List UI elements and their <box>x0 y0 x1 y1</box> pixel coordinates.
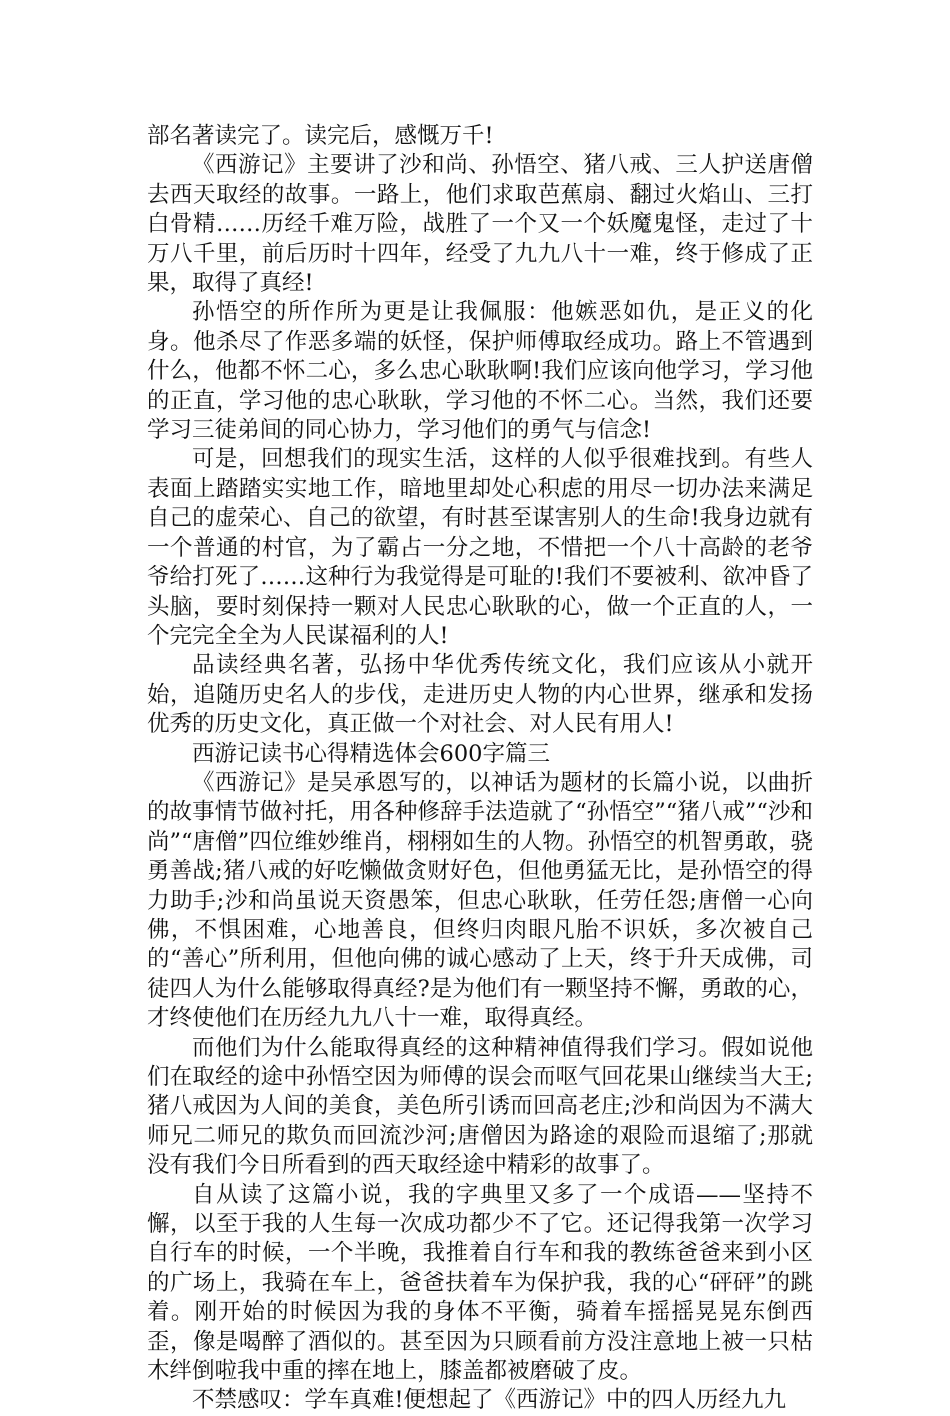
paragraph-3: 孙悟空的所作所为更是让我佩服：他嫉恶如仇，是正义的化身。他杀尽了作恶多端的妖怪，保护师傅取经成功。路上不管遇到什么，他都不怀二心，多么忠心耿耿啊!我们应该向他学习，学习他的正直，学习他的忠心耿耿，学习他的不怀二心。当然，我们还要学习三徒弟间的同心协力，学习他们的勇气与信念! <box>147 299 813 444</box>
section-heading: 西游记读书心得精选体会600字篇三 <box>192 740 550 767</box>
paragraph-7: 而他们为什么能取得真经的这种精神值得我们学习。假如说他们在取经的途中孙悟空因为师傅的误会而呕气回花果山继续当大王;猪八戒因为人间的美食，美色所引诱而回高老庄;沙和尚因为不满大师兄二师兄的欺负而回流沙河;唐僧因为路途的艰险而退缩了;那就没有我们今日所看到的西天取经途中精彩的故事了。 <box>147 1034 813 1179</box>
paragraph-6: 《西游记》是吴承恩写的，以神话为题材的长篇小说，以曲折的故事情节做衬托，用各种修辞手法造就了“孙悟空”“猪八戒”“沙和尚”“唐僧”四位维妙维肖，栩栩如生的人物。孙悟空的机智勇敢，骁勇善战;猪八戒的好吃懒做贪财好色，但他勇猛无比，是孙悟空的得力助手;沙和尚虽说天资愚笨，但忠心耿耿，任劳任怨;唐僧一心向佛，不惧困难，心地善良，但终归肉眼凡胎不识妖，多次被自己的“善心”所利用，但他向佛的诚心感动了上天，终于升天成佛，司徒四人为什么能够取得真经?是为他们有一颗坚持不懈，勇敢的心，才终使他们在历经九九八十一难，取得真经。 <box>147 769 813 1032</box>
paragraph-2: 《西游记》主要讲了沙和尚、孙悟空、猪八戒、三人护送唐僧去西天取经的故事。一路上，他们求取芭蕉扇、翻过火焰山、三打白骨精……历经千难万险，战胜了一个又一个妖魔鬼怪，走过了十万八千里，前后历时十四年，经受了九九八十一难，终于修成了正果，取得了真经! <box>147 152 813 297</box>
paragraph-8: 自从读了这篇小说，我的字典里又多了一个成语——坚持不懈，以至于我的人生每一次成功都少不了它。还记得我第一次学习自行车的时候，一个半晚，我推着自行车和我的教练爸爸来到小区的广场上，我骑在车上，爸爸扶着车为保护我，我的心“砰砰”的跳着。刚开始的时候因为我的身体不平衡，骑着车摇摇晃晃东倒西歪，像是喝醉了酒似的。甚至因为只顾看前方没注意地上被一只枯木绊倒啦我中重的摔在地上，膝盖都被磨破了皮。 <box>147 1181 813 1385</box>
paragraph-1: 部名著读完了。读完后，感慨万千! <box>147 123 494 149</box>
paragraph-4: 可是，回想我们的现实生活，这样的人似乎很难找到。有些人表面上踏踏实实地工作，暗地里却处心积虑的用尽一切办法来满足自己的虚荣心、自己的欲望，有时甚至谋害别人的生命!我身边就有一个普通的村官，为了霸占一分之地，不惜把一个八十高龄的老爷爷给打死了……这种行为我觉得是可耻的!我们不要被利、欲冲昏了头脑，要时刻保持一颗对人民忠心耿耿的心，做一个正直的人，一个完完全全为人民谋福利的人! <box>147 446 813 649</box>
document-body <box>147 122 813 1416</box>
paragraph-9: 不禁感叹：学车真难!便想起了《西游记》中的四人历经九九 <box>192 1387 787 1414</box>
paragraph-5: 品读经典名著，弘扬中华优秀传统文化，我们应该从小就开始，追随历史名人的步伐，走进历史人物的内心世界，继承和发扬优秀的历史文化，真正做一个对社会、对人民有用人! <box>147 652 813 738</box>
